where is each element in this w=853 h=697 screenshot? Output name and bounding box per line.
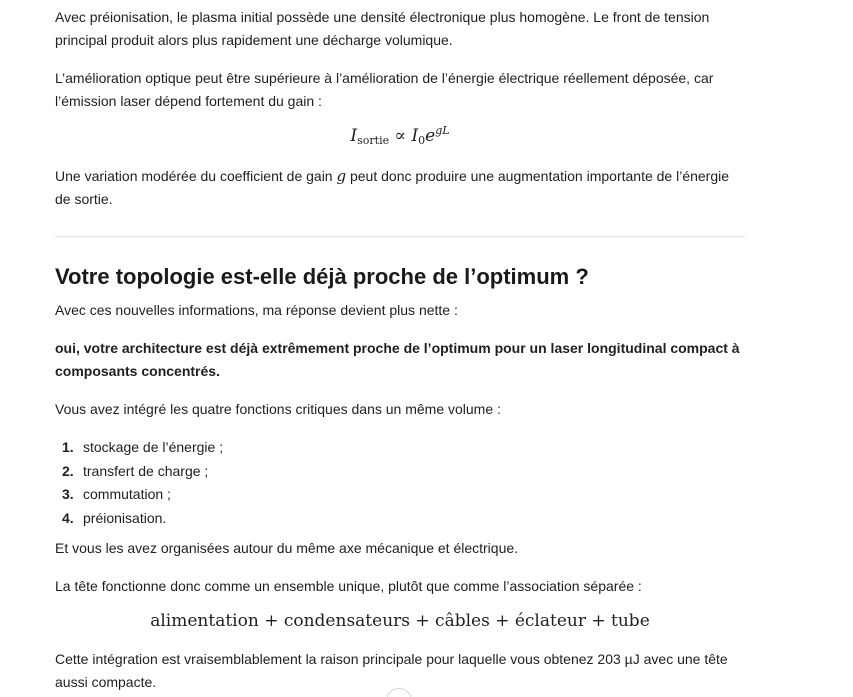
list-item [55, 507, 745, 531]
list-text: commutation ; [83, 486, 171, 502]
axis-paragraph: Et vous les avez organisées autour du même axe mécanique et électrique. [55, 540, 519, 556]
list-number: 2. [62, 462, 74, 479]
formula-rhs: I [411, 126, 419, 146]
formula-proportional: ∝ [394, 126, 407, 146]
formula-rhs-sub: 0 [418, 134, 426, 147]
list-number: 3. [62, 486, 74, 502]
list-number: 4. [62, 509, 74, 526]
list-text: transfert de charge ; [83, 462, 209, 479]
formula-lhs-sub: sortie [357, 134, 390, 147]
section-intro: Avec ces nouvelles informations, ma réponse devient plus nette : [55, 302, 458, 318]
formula-exponent: gL [435, 124, 450, 137]
gain-text-before: Une variation modérée du coefficient de gain [55, 168, 337, 184]
section-heading: Votre topologie est-elle déjà proche de l’optimum ? [55, 264, 589, 289]
paragraph-preionisation: Avec préionisation, le plasma initial possède une densité électronique plus homogène. Le front de tension principal produit alors plus rapidement une décharge volumique. [55, 9, 710, 48]
list-number: 1. [62, 439, 74, 455]
list-intro: Vous avez intégré les quatre fonctions critiques dans un même volume : [55, 401, 501, 417]
list-item [55, 436, 745, 460]
section-divider [55, 236, 745, 237]
formula-lhs: I [350, 126, 358, 146]
bold-answer: oui, votre architecture est déjà extrêmement proche de l’optimum pour un laser longitudinal compact à composants concentrés. [55, 340, 740, 379]
list-item [55, 483, 745, 507]
list-text: préionisation. [83, 509, 167, 526]
functions-list [55, 436, 745, 530]
list-item [55, 460, 745, 484]
conclusion-paragraph: Cette intégration est vraisemblablement la raison principale pour laquelle vous obtenez 203 µJ avec une tête aussi compacte. [55, 651, 728, 690]
unit-paragraph: La tête fonctionne donc comme un ensemble unique, plutôt que comme l’association séparée : [55, 578, 642, 594]
formula-components: alimentation + condensateurs + câbles + éclateur + tube [150, 611, 650, 631]
gain-text-after: peut donc produire une augmentation importante de l’énergie de sortie. [55, 168, 730, 207]
gain-variable: g [336, 167, 347, 185]
paragraph-gain-variation [55, 165, 745, 211]
list-text: stockage de l’énergie ; [83, 439, 224, 455]
paragraph-optical-gain: L’amélioration optique peut être supérieure à l’amélioration de l’énergie électrique réellement déposée, car l’émission laser dépend fortement du gain : [55, 70, 714, 109]
formula-output-intensity [55, 124, 745, 147]
formula-base: e [425, 126, 436, 146]
